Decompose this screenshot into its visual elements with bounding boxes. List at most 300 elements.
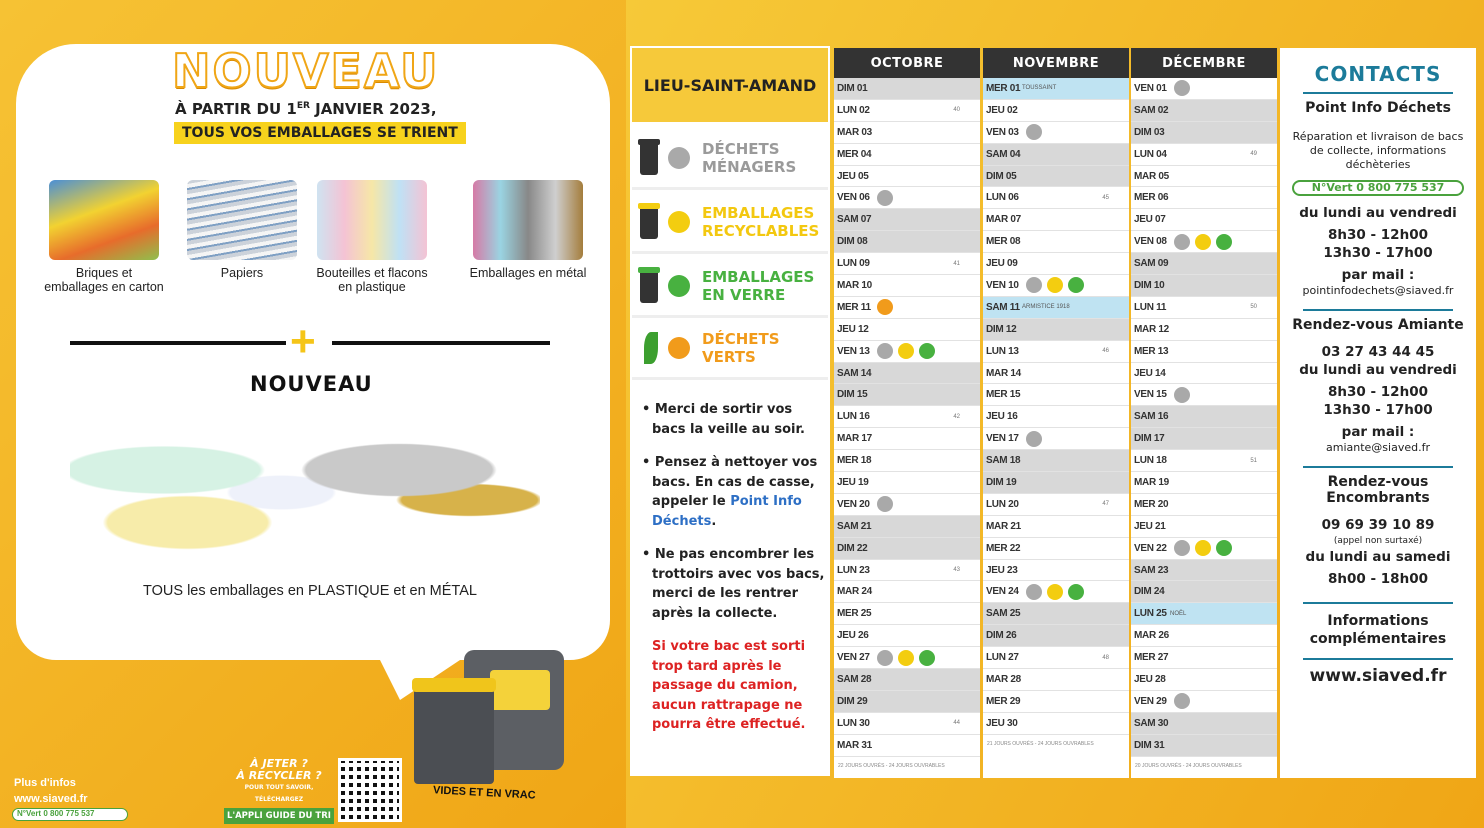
- day-label: VEN 01: [1134, 82, 1167, 94]
- gray-bin-icon: [640, 141, 658, 175]
- calendar-day: [983, 625, 1129, 647]
- calendar-day: [983, 581, 1129, 603]
- encombrants-hours: 8h00 - 18h00: [1328, 571, 1428, 587]
- collection-dot: [1174, 234, 1190, 250]
- calendar-day: [1131, 341, 1277, 363]
- site-url[interactable]: www.siaved.fr: [1309, 666, 1447, 686]
- day-label: SAM 16: [1134, 411, 1169, 423]
- day-label: DIM 01: [837, 82, 868, 94]
- amiante-days: du lundi au vendredi: [1299, 362, 1457, 378]
- calendar-day: [1131, 538, 1277, 560]
- briques-image: [49, 180, 159, 260]
- start-date-line: À PARTIR DU 1ER JANVIER 2023,: [175, 100, 437, 118]
- day-label: MAR 28: [986, 673, 1021, 685]
- collection-dot: [1047, 584, 1063, 600]
- day-label: SAM 18: [986, 455, 1021, 467]
- day-label: SAM 28: [837, 673, 872, 685]
- collection-dot: [919, 650, 935, 666]
- calendar-day: [1131, 428, 1277, 450]
- calendar-day: [983, 713, 1129, 735]
- collection-dot: [1026, 277, 1042, 293]
- week-number: 44: [953, 720, 960, 727]
- calendar-day: [834, 603, 980, 625]
- calendar-day: [1131, 231, 1277, 253]
- calendar-day: [1131, 122, 1277, 144]
- day-label: DIM 22: [837, 542, 868, 554]
- calendar-day: [983, 647, 1129, 669]
- calendar-day: [983, 603, 1129, 625]
- note-1: • Merci de sortir vos bacs la veille au soir.: [642, 402, 805, 437]
- calendar-day: [834, 341, 980, 363]
- encombrants-note: (appel non surtaxé): [1333, 536, 1423, 546]
- day-label: SAM 09: [1134, 258, 1169, 270]
- collection-dot: [1174, 387, 1190, 403]
- day-label: DIM 26: [986, 630, 1017, 642]
- calendar-day: [983, 231, 1129, 253]
- legend-item-recyclables: [632, 192, 828, 254]
- calendar-day: [983, 472, 1129, 494]
- day-label: MAR 10: [837, 279, 872, 291]
- day-label: LUN 18: [1134, 455, 1167, 467]
- calendar-day: [834, 735, 980, 757]
- calendar-day: [834, 472, 980, 494]
- calendar-day: [1131, 516, 1277, 538]
- holiday-name: NOËL: [1170, 610, 1187, 617]
- day-label: LUN 09: [837, 258, 870, 270]
- calendar-day: [983, 319, 1129, 341]
- calendar-day: [834, 581, 980, 603]
- calendar-day: [983, 406, 1129, 428]
- collection-dot: [877, 343, 893, 359]
- day-label: MAR 24: [837, 586, 872, 598]
- day-label: JEU 16: [986, 411, 1018, 423]
- day-label: MER 06: [1134, 192, 1169, 204]
- day-label: MAR 21: [986, 520, 1021, 532]
- sorting-tag: TOUS VOS EMBALLAGES SE TRIENT: [174, 122, 466, 144]
- calendar-day: [834, 231, 980, 253]
- encombrants-tel[interactable]: 09 69 39 10 89: [1321, 517, 1435, 533]
- day-label: SAM 23: [1134, 564, 1169, 576]
- day-label: JEU 05: [837, 170, 869, 182]
- calendar-day: [834, 647, 980, 669]
- calendar-day: [1131, 187, 1277, 209]
- pid-desc: Réparation et livraison de bacs de collecte, informations déchèteries: [1292, 130, 1464, 171]
- calendar-day: [834, 275, 980, 297]
- vides-vrac-label: VIDES ET EN VRAC: [432, 784, 536, 802]
- collection-dot: [1216, 540, 1232, 556]
- encombrants-title: Rendez-vous Encombrants: [1326, 474, 1430, 506]
- week-number: 40: [953, 107, 960, 114]
- category-label: Bouteilles et flacons en plastique: [316, 266, 428, 294]
- calendar-day: [983, 516, 1129, 538]
- instructions: [642, 400, 828, 749]
- calendar-day: [834, 363, 980, 385]
- day-label: MAR 14: [986, 367, 1021, 379]
- day-label: LUN 11: [1134, 301, 1167, 313]
- calendar-day: [983, 450, 1129, 472]
- day-label: MER 01: [986, 82, 1021, 94]
- day-label: LUN 16: [837, 411, 870, 423]
- calendar-day: [1131, 406, 1277, 428]
- week-number: 41: [953, 260, 960, 267]
- calendar-day: [1131, 450, 1277, 472]
- collection-dot: [1195, 234, 1211, 250]
- collection-dot: [1174, 80, 1190, 96]
- calendar-day: [834, 494, 980, 516]
- month-octobre: [834, 48, 980, 778]
- week-number: 51: [1250, 457, 1257, 464]
- day-label: LUN 13: [986, 345, 1019, 357]
- calendar-day: [834, 625, 980, 647]
- calendar-day: [1131, 472, 1277, 494]
- day-label: JEU 09: [986, 258, 1018, 270]
- calendar-day: [983, 166, 1129, 188]
- calendar-day: [834, 319, 980, 341]
- day-label: MER 11: [837, 301, 871, 313]
- category-briques: [34, 180, 174, 294]
- yellow-bin-icon: [640, 205, 658, 239]
- calendar-day: [1131, 691, 1277, 713]
- day-label: VEN 10: [986, 279, 1019, 291]
- day-label: LUN 27: [986, 652, 1019, 664]
- month-header: OCTOBRE: [834, 48, 980, 78]
- calendar-day: [834, 450, 980, 472]
- metal-image: [473, 180, 583, 260]
- day-label: MER 04: [837, 148, 872, 160]
- calendar-day: [834, 187, 980, 209]
- calendar-day: [834, 538, 980, 560]
- plus-icon: +: [290, 317, 316, 366]
- bouteilles-image: [317, 180, 427, 260]
- amiante-hours-pm: 13h30 - 17h00: [1323, 402, 1433, 418]
- day-label: VEN 03: [986, 126, 1019, 138]
- holiday-name: TOUSSAINT: [1022, 85, 1057, 92]
- week-number: 48: [1102, 654, 1109, 661]
- day-label: MAR 19: [1134, 476, 1169, 488]
- day-label: VEN 29: [1134, 695, 1167, 707]
- separator: [1303, 466, 1453, 468]
- calendar-day: [983, 253, 1129, 275]
- amiante-mail[interactable]: amiante@siaved.fr: [1326, 441, 1430, 454]
- calendar-day: [983, 297, 1129, 319]
- calendar-day: [983, 209, 1129, 231]
- info-title: Informations complémentaires: [1309, 613, 1447, 647]
- encombrants-days: du lundi au samedi: [1305, 549, 1451, 565]
- day-label: SAM 11: [986, 301, 1020, 313]
- app-promo-line2: À RECYCLER ?: [236, 769, 322, 782]
- day-label: VEN 27: [837, 652, 870, 664]
- collection-dot: [898, 650, 914, 666]
- collection-dot: [877, 299, 893, 315]
- collection-dot: [877, 190, 893, 206]
- calendar-day: [983, 363, 1129, 385]
- legend-label: EMBALLAGES RECYCLABLES: [702, 203, 820, 240]
- category-bouteilles: [302, 180, 442, 294]
- calendar-day: [1131, 209, 1277, 231]
- site-link[interactable]: www.siaved.fr: [14, 793, 88, 805]
- calendar-day: [834, 122, 980, 144]
- recycling-bin-image: [414, 640, 574, 790]
- day-label: DIM 17: [1134, 433, 1165, 445]
- calendar-day: [834, 100, 980, 122]
- day-label: SAM 02: [1134, 104, 1169, 116]
- day-label: DIM 19: [986, 476, 1017, 488]
- pid-mail[interactable]: pointinfodechets@siaved.fr: [1302, 284, 1454, 297]
- week-number: 50: [1250, 304, 1257, 311]
- app-guide-label: L'APPLI GUIDE DU TRI: [224, 808, 334, 824]
- day-label: DIM 15: [837, 389, 868, 401]
- day-label: JEU 12: [837, 323, 869, 335]
- more-info-label: Plus d'infos: [14, 777, 76, 789]
- calendar-day: [983, 78, 1129, 100]
- month-header: NOVEMBRE: [983, 48, 1129, 78]
- amiante-tel[interactable]: 03 27 43 44 45: [1321, 344, 1435, 360]
- day-label: MER 27: [1134, 652, 1169, 664]
- day-label: LUN 23: [837, 564, 870, 576]
- day-label: LUN 20: [986, 498, 1019, 510]
- collection-dot: [1047, 277, 1063, 293]
- legend-dot: [668, 211, 690, 233]
- calendar-day: [983, 187, 1129, 209]
- note-3: • Ne pas encombrer les trottoirs avec vos bacs, merci de les rentrer après la collecte.: [642, 547, 825, 621]
- collection-dot: [1026, 584, 1042, 600]
- day-label: MAR 03: [837, 126, 872, 138]
- calendar-day: [1131, 297, 1277, 319]
- week-number: 47: [1102, 501, 1109, 508]
- calendar-day: [983, 341, 1129, 363]
- day-label: SAM 07: [837, 214, 872, 226]
- calendar-day: [983, 275, 1129, 297]
- day-label: JEU 26: [837, 630, 869, 642]
- day-label: SAM 30: [1134, 717, 1169, 729]
- calendar-day: [834, 166, 980, 188]
- collection-dot: [1026, 431, 1042, 447]
- collection-dot: [1195, 540, 1211, 556]
- day-label: MER 18: [837, 455, 872, 467]
- day-label: MAR 05: [1134, 170, 1169, 182]
- day-label: LUN 02: [837, 104, 870, 116]
- day-label: DIM 03: [1134, 126, 1165, 138]
- day-label: DIM 08: [837, 236, 868, 248]
- separator: [1303, 658, 1453, 660]
- collection-dot: [1068, 584, 1084, 600]
- calendar-day: [1131, 625, 1277, 647]
- calendar-day: [983, 144, 1129, 166]
- calendar-day: [1131, 363, 1277, 385]
- day-label: MAR 31: [837, 739, 872, 751]
- calendar-day: [1131, 581, 1277, 603]
- day-label: DIM 10: [1134, 279, 1165, 291]
- category-label: Emballages en métal: [469, 266, 587, 280]
- app-promo: [224, 758, 334, 824]
- numero-vert-contact[interactable]: N°Vert 0 800 775 537: [1292, 180, 1464, 196]
- legend-item-menagers: [632, 128, 828, 190]
- day-label: LUN 06: [986, 192, 1019, 204]
- day-label: MER 20: [1134, 498, 1169, 510]
- day-label: VEN 20: [837, 498, 870, 510]
- day-label: SAM 25: [986, 608, 1021, 620]
- papiers-image: [187, 180, 297, 260]
- category-label: Papiers: [220, 266, 264, 280]
- day-label: VEN 22: [1134, 542, 1167, 554]
- pid-days: du lundi au vendredi: [1299, 205, 1457, 221]
- collection-dot: [877, 496, 893, 512]
- day-label: DIM 31: [1134, 739, 1165, 751]
- day-label: JEU 07: [1134, 214, 1166, 226]
- day-label: JEU 23: [986, 564, 1018, 576]
- calendar-day: [1131, 494, 1277, 516]
- pid-hours-pm: 13h30 - 17h00: [1323, 245, 1433, 261]
- calendar-day: [1131, 319, 1277, 341]
- calendar-day: [1131, 78, 1277, 100]
- divider-right: [332, 341, 550, 345]
- week-number: 43: [953, 567, 960, 574]
- collection-dot: [898, 343, 914, 359]
- day-label: MER 22: [986, 542, 1021, 554]
- app-promo-small: POUR TOUT SAVOIR, TÉLÉCHARGEZ: [244, 784, 314, 803]
- calendar-day: [1131, 275, 1277, 297]
- collection-dot: [1174, 693, 1190, 709]
- nouveau-subtitle: NOUVEAU: [250, 372, 373, 396]
- collection-dot: [1216, 234, 1232, 250]
- legend-dot: [668, 337, 690, 359]
- calendar-day: [834, 406, 980, 428]
- calendar-day: [983, 669, 1129, 691]
- day-label: JEU 28: [1134, 673, 1166, 685]
- category-label: Briques et emballages en carton: [44, 266, 164, 294]
- month-footer: 20 JOURS OUVRÉS - 24 JOURS OUVRABLES: [1135, 762, 1242, 769]
- day-label: VEN 24: [986, 586, 1019, 598]
- numero-vert-badge: N°Vert 0 800 775 537: [12, 808, 128, 821]
- day-label: DIM 05: [986, 170, 1017, 182]
- day-label: MAR 12: [1134, 323, 1169, 335]
- week-number: 49: [1250, 151, 1257, 158]
- separator: [1303, 92, 1453, 94]
- calendar-day: [834, 516, 980, 538]
- day-label: VEN 15: [1134, 389, 1167, 401]
- week-number: 45: [1102, 194, 1109, 201]
- calendar-day: [1131, 647, 1277, 669]
- calendar-day: [1131, 603, 1277, 625]
- app-promo-line1: À JETER ?: [250, 757, 308, 770]
- calendar-day: [1131, 735, 1277, 757]
- category-metal: [458, 180, 598, 280]
- calendar-day: [834, 669, 980, 691]
- separator: [1303, 602, 1453, 604]
- nouveau-title: NOUVEAU: [172, 44, 440, 98]
- calendar-day: [834, 78, 980, 100]
- amiante-title: Rendez-vous Amiante: [1292, 317, 1464, 333]
- day-label: JEU 21: [1134, 520, 1166, 532]
- calendar-day: [1131, 384, 1277, 406]
- collection-dot: [919, 343, 935, 359]
- legend-item-verts: [632, 318, 828, 380]
- day-label: MAR 26: [1134, 630, 1169, 642]
- day-label: VEN 08: [1134, 236, 1167, 248]
- all-packaging-caption: TOUS les emballages en PLASTIQUE et en MÉTAL: [143, 583, 477, 599]
- collection-dot: [1174, 540, 1190, 556]
- calendar-day: [1131, 144, 1277, 166]
- month-footer: 22 JOURS OUVRÉS - 24 JOURS OUVRABLES: [838, 762, 945, 769]
- day-label: SAM 04: [986, 148, 1021, 160]
- calendar-day: [834, 691, 980, 713]
- calendar-day: [983, 122, 1129, 144]
- calendar-day: [1131, 560, 1277, 582]
- day-label: MAR 07: [986, 214, 1021, 226]
- day-label: JEU 30: [986, 717, 1018, 729]
- leaf-icon: [644, 332, 658, 364]
- pid-title: Point Info Déchets: [1305, 100, 1451, 116]
- day-label: LUN 04: [1134, 148, 1167, 160]
- qr-code-icon[interactable]: [338, 758, 402, 822]
- calendar-day: [1131, 713, 1277, 735]
- day-label: MER 08: [986, 236, 1021, 248]
- calendar-day: [834, 209, 980, 231]
- calendar-day: [834, 560, 980, 582]
- calendar-day: [983, 384, 1129, 406]
- day-label: SAM 21: [837, 520, 872, 532]
- day-label: LUN 30: [837, 717, 870, 729]
- contacts-title: CONTACTS: [1314, 62, 1442, 86]
- calendar-day: [834, 297, 980, 319]
- day-label: MER 25: [837, 608, 872, 620]
- calendar-day: [983, 538, 1129, 560]
- calendar-day: [1131, 100, 1277, 122]
- legend-label: DÉCHETS MÉNAGERS: [702, 139, 797, 176]
- week-number: 42: [953, 413, 960, 420]
- calendar-day: [983, 100, 1129, 122]
- day-label: LUN 25: [1134, 608, 1167, 620]
- day-label: DIM 29: [837, 695, 868, 707]
- day-label: VEN 13: [837, 345, 870, 357]
- calendar-day: [983, 560, 1129, 582]
- divider-left: [70, 341, 286, 345]
- collection-dot: [877, 650, 893, 666]
- note-2: • Pensez à nettoyer vos bacs. En cas de casse, appeler le Point Info Déchets.: [642, 455, 818, 529]
- day-label: VEN 17: [986, 433, 1019, 445]
- month-header: DÉCEMBRE: [1131, 48, 1277, 78]
- day-label: VEN 06: [837, 192, 870, 204]
- day-label: JEU 14: [1134, 367, 1166, 379]
- legend-label: EMBALLAGES EN VERRE: [702, 267, 815, 304]
- day-label: MER 13: [1134, 345, 1169, 357]
- day-label: DIM 12: [986, 323, 1017, 335]
- amiante-mail-label: par mail :: [1341, 424, 1415, 440]
- day-label: SAM 14: [837, 367, 872, 379]
- calendar-day: [834, 144, 980, 166]
- day-label: MER 15: [986, 389, 1021, 401]
- day-label: MAR 17: [837, 433, 872, 445]
- contacts-panel: [1280, 48, 1476, 778]
- calendar-day: [1131, 669, 1277, 691]
- note-warning: Si votre bac est sorti trop tard après le passage du camion, aucun rattrapage ne pourra être effectué.: [652, 639, 806, 732]
- calendar-day: [1131, 253, 1277, 275]
- collection-dot: [1068, 277, 1084, 293]
- calendar-day: [1131, 166, 1277, 188]
- week-number: 46: [1102, 348, 1109, 355]
- month-decembre: [1131, 48, 1277, 778]
- day-label: MER 29: [986, 695, 1021, 707]
- holiday-name: ARMISTICE 1918: [1022, 304, 1070, 311]
- calendar-day: [834, 713, 980, 735]
- calendar-day: [834, 428, 980, 450]
- calendar-day: [983, 691, 1129, 713]
- commune-name: LIEU-SAINT-AMAND: [632, 48, 828, 122]
- pid-hours-am: 8h30 - 12h00: [1328, 227, 1428, 243]
- pid-mail-label: par mail :: [1341, 267, 1415, 283]
- calendar-day: [983, 494, 1129, 516]
- legend-item-verre: [632, 256, 828, 318]
